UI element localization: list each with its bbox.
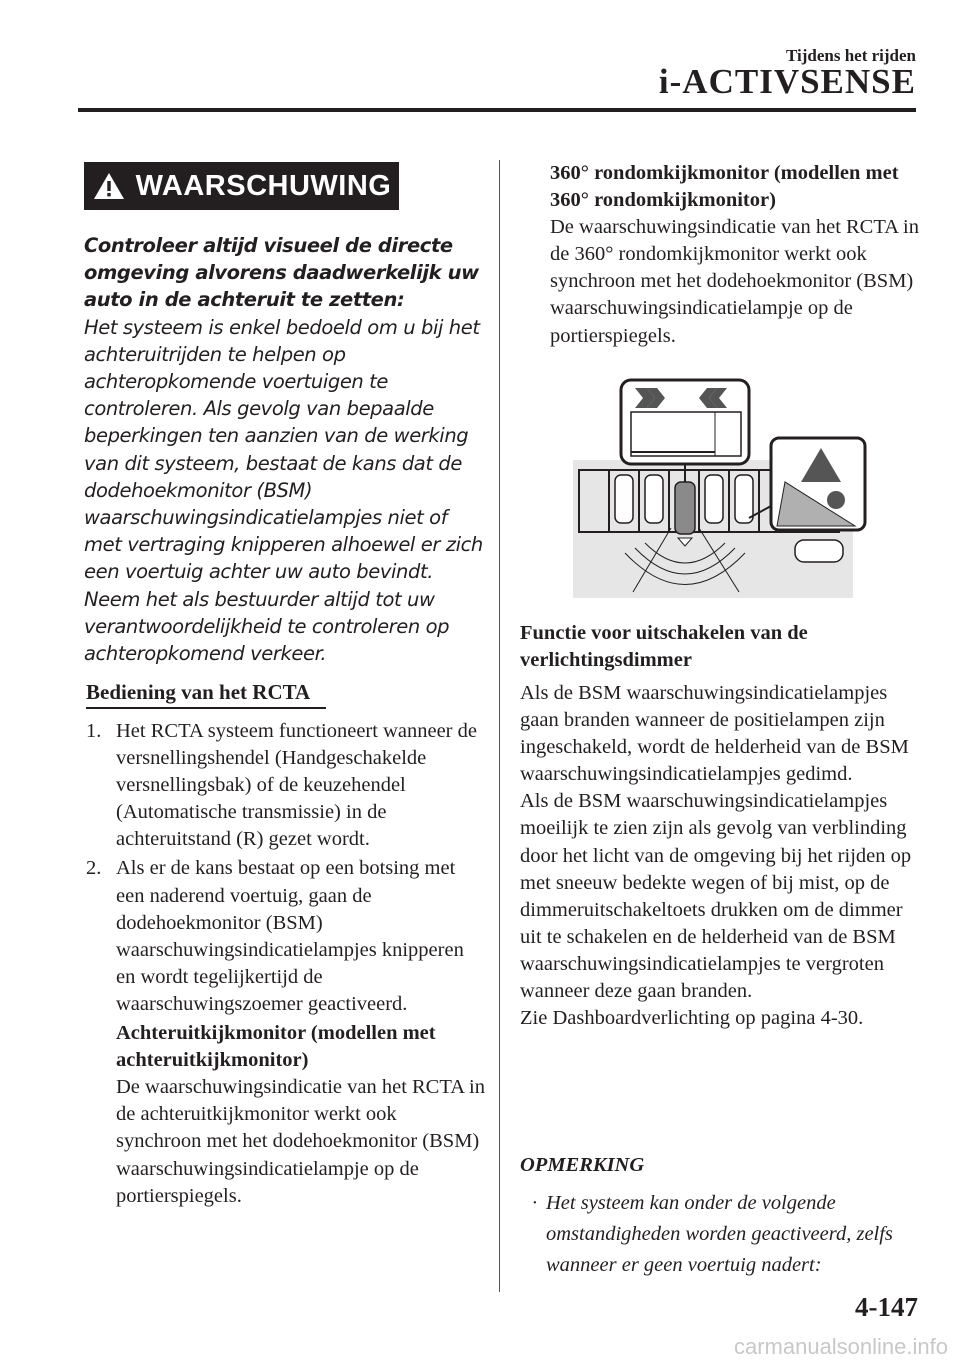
monitor360-block — [550, 160, 920, 350]
list-item — [86, 855, 486, 1018]
warning-text — [84, 232, 484, 667]
warning-bold-text: Controleer altijd visueel de directe omgeving alvorens daadwerkelijk uw auto in de achteruit te zetten: — [84, 234, 479, 312]
monitor360-text: De waarschuwingsindicatie van het RCTA in de 360° rondomkijkmonitor werkt ook synchroon met het dodehoekmonitor (BSM) waarschuwingsindicatielampje op de portierspiegels. — [550, 216, 919, 347]
note-heading: OPMERKING — [520, 1154, 645, 1176]
operation-list — [86, 718, 486, 1210]
dimmer-heading: Functie voor uitschakelen van de verlichtingsdimmer — [520, 622, 808, 672]
rear-monitor-heading: Achteruitkijkmonitor (modellen met achteruitkijkmonitor) — [116, 1022, 436, 1072]
note-bullet-text: Het systeem kan onder de volgende omstandigheden worden geactiveerd, zelfs wanneer er geen voertuig nadert: — [546, 1192, 893, 1276]
page-number: 4-147 — [855, 1292, 918, 1322]
list-item — [86, 718, 486, 853]
rear-monitor-text: De waarschuwingsindicatie van het RCTA in de achteruitkijkmonitor werkt ook synchroon met het dodehoekmonitor (BSM) waarschuwingsindicatielampje op de portierspiegels. — [116, 1076, 485, 1207]
column-divider — [499, 160, 500, 1292]
bullet-dot: · — [532, 1192, 538, 1214]
operation-heading: Bediening van het RCTA — [86, 680, 311, 704]
dimmer-body — [520, 680, 920, 1032]
warning-label: WAARSCHUWING — [135, 169, 392, 202]
chapter-title: i-ACTIVSENSE — [658, 62, 916, 101]
warning-banner — [84, 162, 399, 210]
warning-body-text: Het systeem is enkel bedoeld om u bij het achteruitrijden te helpen op achteropkomende voertuigen te controleren. Als gevolg van bepaalde beperkingen ten aanzien van de werking van dit systeem, bestaat de kans dat de dodehoekmonitor (BSM) waarschuwingsindicatielampjes niet of met vertraging knipperen alhoewel er zich een voertuig achter uw auto bevindt. Neem het als bestuurder altijd tot uw verantwoordelijkheid te controleren op achteropkomend verkeer. — [84, 315, 483, 666]
watermark: carmanualsonline.info — [733, 1334, 948, 1359]
section-title: Tijdens het rijden — [785, 46, 916, 65]
dimmer-paragraph: Als de BSM waarschuwingsindicatielampjes gaan branden wanneer de positielampen zijn ingeschakeld, wordt de helderheid van de BSM waarschuwingsindicatielampjes gedimd. — [520, 682, 909, 786]
list-text: Als er de kans bestaat op een botsing met een naderend voertuig, gaan de dodehoekmonitor (BSM) waarschuwingsindicatielampjes knipperen en wordt tegelijkertijd de waarschuwingszoemer geactiveerd. — [116, 857, 464, 1015]
list-number: 2. — [86, 857, 102, 880]
list-number: 1. — [86, 720, 102, 742]
list-text: Het RCTA systeem functioneert wanneer de versnellingshendel (Handgeschakelde versnellingsbak) of de keuzehendel (Automatische transmissie) in de achteruitstand (R) gezet wordt. — [116, 720, 477, 851]
warning-triangle-icon — [92, 171, 126, 201]
dimmer-paragraph: Als de BSM waarschuwingsindicatielampjes moeilijk te zien zijn als gevolg van verblinding door het licht van de omgeving bij het rijden op met sneeuw bedekte wegen of bij mist, op de dimmeruitschakeltoets drukken om de dimmer uit te schakelen en de helderheid van de BSM waarschuwingsindicatielampjes te vergroten wanneer deze gaan branden. — [520, 790, 912, 1003]
note-bullet — [532, 1188, 936, 1281]
heading-underline — [86, 707, 326, 709]
monitor360-heading: 360° rondomkijkmonitor (modellen met 360° rondomkijkmonitor) — [550, 162, 899, 212]
rcta-illustration — [573, 378, 867, 598]
rear-monitor-block — [86, 1020, 486, 1210]
header-rule — [78, 108, 916, 112]
dimmer-reference: Zie Dashboardverlichting op pagina 4-30. — [520, 1007, 864, 1030]
